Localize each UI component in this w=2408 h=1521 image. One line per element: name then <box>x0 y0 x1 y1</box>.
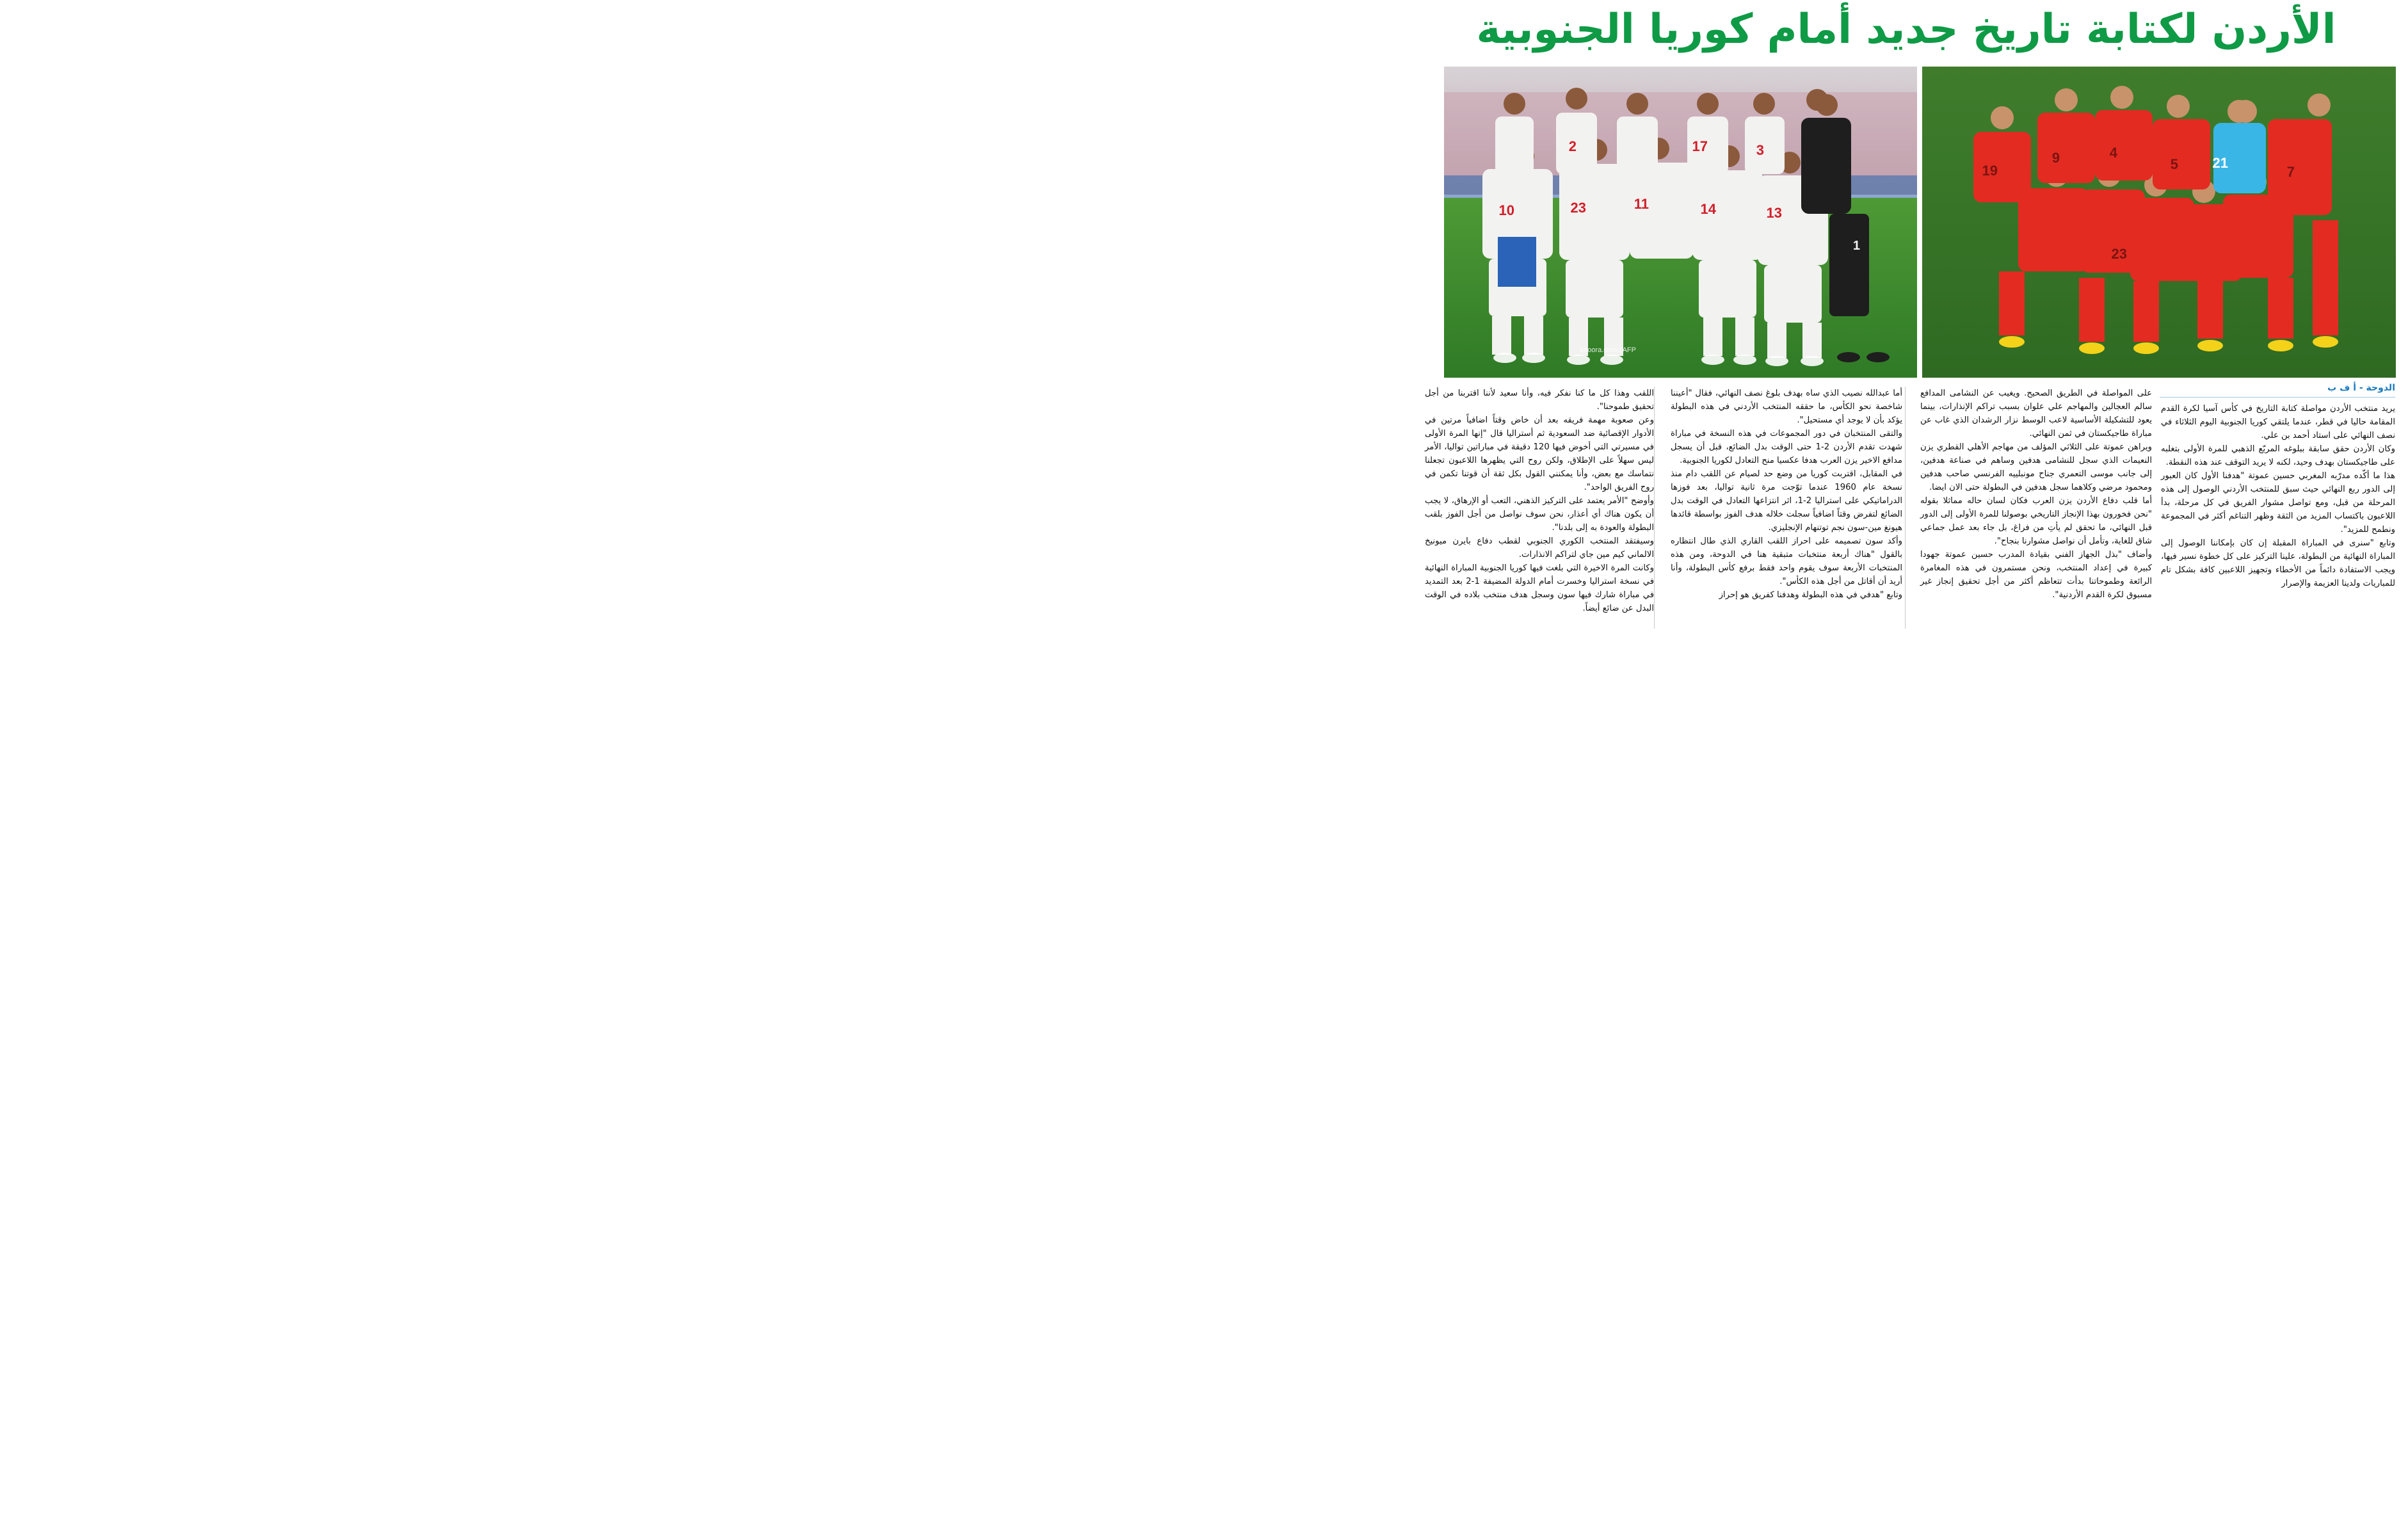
jersey-number: 23 <box>1570 200 1586 216</box>
paragraph: وتابع "هدفي في هذه البطولة وهدفنا كفريق هو إحراز <box>1719 590 1902 600</box>
paragraph: وأوضح "الأمر يعتمد على التركيز الذهني، التعب أو الإرهاق، لا يجب أن يكون هناك أي أعذار، نحن سوف نواصل من أجل الفوز بلقب البطولة والعودة به إلى بلدنا". <box>1425 496 1654 533</box>
paragraph: أما قلب دفاع الأردن يزن العرب فكان لسان حاله مماثلا بقوله "نحن فخورون بهذا الإنجاز التاريخي بوصولنا للمرة الأولى إلى الدور قبل النهائي، ما تحقق لم يأتِ من فراغ، بل جاء بعد عمل جماعي شاق للغاية، وتأمل أن نواصل مشوارنا بنجاح". <box>1920 496 2152 546</box>
jersey-number: 9 <box>2051 150 2060 166</box>
jersey-number: 7 <box>2286 164 2295 180</box>
article-column-4 <box>1425 387 1654 615</box>
paragraph: في المقابل، اقتربت كوريا من وضع حد لصيام عن اللقب دام منذ نسخة عام 1960 عندما توّجت مرة ثانية تواليا، بعد فوزها الدراماتيكي على استراليا 2-1، اثر انتزاعها التعادل في الوقت بدل الضائع لتفرض وقتاً اضافياً سجلت خلاله هدف الفوز بواسطة قائدها هيونغ مين-سون نجم توتنهام الإنجليزي. <box>1671 469 1903 533</box>
jersey-number: 21 <box>2212 155 2228 171</box>
korea-team-image <box>1922 67 2396 378</box>
jersey-number: 3 <box>1756 142 1764 158</box>
jersey-number: 2 <box>1568 138 1577 154</box>
jersey-number: 17 <box>1692 138 1708 154</box>
column-divider <box>1654 387 1655 629</box>
paragraph: وتابع "سنرى في المباراة المقبلة إن كان بإمكاننا الوصول إلى المباراة النهائية من البطولة، علينا التركيز على كل خطوة نسير فيها، ويجب الاستفادة دائماً من الأخطاء وتجهيز اللاعبين كافة بشكل تام للمباريات ولدينا العزيمة والإصرار <box>2161 538 2395 588</box>
paragraph: وأضاف "بذل الجهاز الفني بقيادة المدرب حسين عموتة جهودا كبيرة في إعداد المنتخب، ونحن مستمرون في هذه المغامرة الرائعة وطموحاتنا بدأت تتعاظم أكثر من أجل تحقيق إنجاز غير مسبوق لكرة القدم الأردنية". <box>1920 550 2152 600</box>
column-divider <box>1905 387 1906 629</box>
article-column-1 <box>2161 402 2395 590</box>
paragraph: وكان الأردن حقق سابقة ببلوغه المربّع الذهبي للمرة الأولى بتغلبه على طاجيكستان بهدف وحيد، لكنه لا يريد التوقف عند هذه النقطة. <box>2161 444 2395 467</box>
article-column-2 <box>1920 387 2152 602</box>
jersey-number: 10 <box>1498 202 1514 218</box>
dateline: الدوحة - أ ف ب <box>2327 383 2395 393</box>
paragraph: ويراهن عموتة على الثلاثي المؤلف من مهاجم الأهلي القطري يزن النعيمات الذي سجل للنشامى هدفين وساهم في صناعة هدفين، إلى جانب موسى التعمري جناح مونبلييه الفرنسي صاحب هدفين ومحمود مرضي وكلاهما سجل هدفين في البطولة حتى الان ايضا. <box>1920 442 2152 492</box>
paragraph: أما عبدالله نصيب الذي ساه بهدف بلوغ نصف النهائي، فقال "أعيننا شاخصة نحو الكأس، ما حققه المنتخب الأردني في هذه البطولة يؤكد بأن لا يوجد أي مستحيل". <box>1671 389 1902 425</box>
paragraph: وعن صعوبة مهمة فريقه بعد أن خاض وقتاً اضافياً مرتين في الأدوار الإقصائية ضد السعودية ثم أستراليا قال "إنها المرة الأولى في مسيرتي التي أخوض فيها 120 دقيقة في مباراتين تواليا، الأمر ليس سهلاً على الإطلاق، ولكن روح التي يظهرها اللاعبون تجعلنا نتماسك مع بعض، وأنا يمكنني القول بكل ثقة أن قوتنا تكمن في روح الفريق الواحد". <box>1425 415 1654 492</box>
paragraph: هذا ما أكّده مدرّبه المغربي حسين عموتة "هدفنا الأول كان العبور إلى الدور ربع النهائي حيث سبق للمنتخب الأردني الوصول إلى هذه المرحلة من قبل، ومع تواصل مشوار الفريق في كل مرحلة، بدأ اللاعبون باكتساب المزيد من الثقة وظهر التناغم أكثر في المجموعة ونطمح للمزيد". <box>2161 471 2395 535</box>
paragraph: وأكد سون تصميمه على احراز اللقب القاري الذي طال انتظاره بالقول "هناك أربعة منتخبات متبقية هنا في الدوحة، ومن هذه المنتخبات الأربعة سوف يقوم واحد فقط برفع كأس البطولة، وأنا أريد أن أقاتل من أجل هذه الكأس". <box>1671 536 1902 586</box>
paragraph: والتقى المنتخبان في دور المجموعات في هذه النسخة في مباراة شهدت تقدم الأردن 2-1 حتى الوقت بدل الضائع، قبل أن يسجل مدافع الاخير يزن العرب هدفا عكسيا منح التعادل لكوريا الجنوبية. <box>1671 429 1902 465</box>
jersey-number: 11 <box>1633 196 1649 212</box>
article-column-3 <box>1671 387 1902 602</box>
paragraph: على المواصلة في الطريق الصحيح. ويغيب عن النشامى المدافع سالم العجالين والمهاجم علي علوان بسبب تراكم الإنذارات، بينما يعود للتشكيلة الأساسية لاعب الوسط نزار الرشدان الذي غاب عن مباراة طاجيكستان في ثمن النهائي. <box>1920 389 2152 439</box>
jordan-team-image <box>1444 67 1917 378</box>
jersey-number: 13 <box>1766 205 1782 221</box>
jersey-number: 5 <box>2170 156 2178 172</box>
jersey-number: 19 <box>1982 163 1998 179</box>
jersey-number: 1 <box>1852 239 1860 253</box>
photo-credit: kooora.com / AFP <box>1580 346 1636 354</box>
paragraph: وكانت المرة الاخيرة التي بلغت فيها كوريا الجنوبية المباراة النهائية في نسخة استراليا وخسرت أمام الدولة المضيفة 1-2 بعد التمديد في مباراة شارك فيها سون وسجل هدف منتخب بلاده في الوقت البدل عن ضائع أيضاً. <box>1425 563 1655 613</box>
jordan-team-photo <box>1444 67 1917 378</box>
paragraph: يريد منتخب الأردن مواصلة كتابة التاريخ في كأس آسيا لكرة القدم المقامة حاليا في قطر، عندما يلتقي كوريا الجنوبية اليوم الثلاثاء في نصف النهائي على استاد أحمد بن علي. <box>2161 404 2395 440</box>
korea-team-photo <box>1922 67 2396 378</box>
jersey-number: 23 <box>2111 246 2127 262</box>
dateline-divider <box>2160 397 2395 398</box>
headline: الأردن لكتابة تاريخ جديد أمام كوريا الجنوبية <box>1476 6 2336 53</box>
paragraph: وسيفتقد المنتخب الكوري الجنوبي لقطب دفاع بايرن ميونيخ الالماني كيم مين جاي لتراكم الانذارات. <box>1425 536 1654 559</box>
paragraph: اللقب وهذا كل ما كنا نفكر فيه، وأنا سعيد لأننا اقتربنا من أجل تحقيق طموحنا". <box>1425 389 1654 412</box>
jersey-number: 14 <box>1700 201 1716 217</box>
jersey-number: 4 <box>2109 145 2117 161</box>
